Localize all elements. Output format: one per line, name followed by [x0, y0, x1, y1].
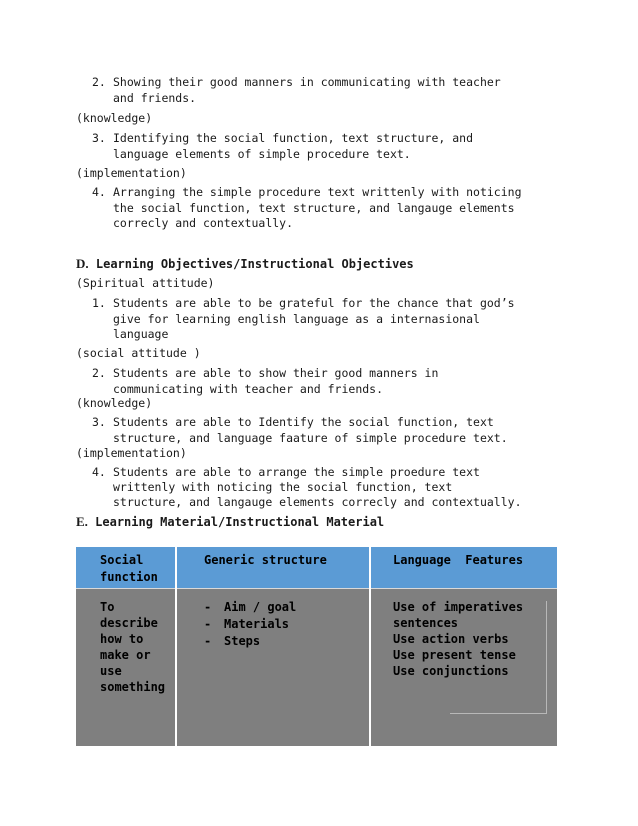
structure-item: Steps — [224, 634, 261, 648]
cell-text-line: describe — [100, 616, 158, 630]
list-text: Students are able to be grateful for the chance that god’s — [113, 296, 515, 310]
category-tag: (implementation) — [76, 446, 187, 460]
header-language-features: Language Features — [393, 553, 524, 567]
list-text: Students are able to arrange the simple proedure text — [113, 465, 480, 479]
cell-text-line: make or — [100, 648, 151, 662]
feature-line: Use of imperatives — [393, 600, 524, 614]
cell-text-line: To — [100, 600, 115, 614]
list-number: 1. — [92, 296, 106, 310]
list-item — [204, 616, 289, 632]
header-social-function-line2: function — [100, 570, 158, 584]
structure-item: Aim / goal — [224, 600, 297, 614]
list-number: 4. — [92, 185, 106, 199]
list-item — [204, 599, 296, 615]
structure-item: Materials — [224, 617, 290, 631]
section-heading-e — [76, 514, 384, 530]
section-heading-d — [76, 256, 414, 272]
dash-bullet: - — [204, 600, 212, 614]
list-text: and friends. — [113, 91, 197, 105]
list-text: Students are able to show their good manners in — [113, 366, 439, 380]
feature-line: Use conjunctions — [393, 664, 509, 678]
list-text: Identifying the social function, text structure, and — [113, 131, 474, 145]
material-table — [76, 547, 557, 746]
header-generic-structure: Generic structure — [204, 553, 327, 567]
category-tag: (knowledge) — [76, 396, 153, 410]
category-tag: (Spiritual attitude) — [76, 276, 215, 290]
list-text: language elements of simple procedure text. — [113, 147, 411, 161]
section-letter: E. — [76, 514, 88, 529]
header-social-function-line1: Social — [100, 553, 144, 567]
list-text: Arranging the simple procedure text writtenly with noticing — [113, 185, 522, 199]
cell-text-line: how to — [100, 632, 144, 646]
dash-bullet: - — [204, 634, 212, 648]
cell-text-line: something — [100, 680, 166, 694]
list-text: Showing their good manners in communicating with teacher — [113, 75, 501, 89]
list-item — [204, 633, 260, 649]
cell-text-line: use — [100, 664, 122, 678]
list-number: 3. — [92, 415, 106, 429]
feature-line: Use action verbs — [393, 632, 509, 646]
list-text: give for learning english language as a internasional — [113, 312, 480, 326]
list-text: the social function, text structure, and langauge elements — [113, 201, 515, 215]
list-text: structure, and language faature of simple procedure text. — [113, 431, 508, 445]
feature-line: sentences — [393, 616, 459, 630]
list-number: 4. — [92, 465, 106, 479]
section-title: Learning Material/Instructional Material — [95, 515, 385, 529]
column-divider — [175, 547, 177, 746]
category-tag: (implementation) — [76, 166, 187, 180]
list-text: Students are able to Identify the social function, text — [113, 415, 494, 429]
category-tag: (social attitude ) — [76, 346, 201, 360]
feature-line: Use present tense — [393, 648, 516, 662]
list-text: language — [113, 327, 169, 341]
list-text: structure, and langauge elements correcly and contextually. — [113, 495, 522, 509]
list-number: 2. — [92, 75, 106, 89]
list-text: correcly and contextually. — [113, 216, 294, 230]
list-number: 2. — [92, 366, 106, 380]
section-letter: D. — [76, 256, 89, 271]
column-divider — [369, 547, 371, 746]
list-text: communicating with teacher and friends. — [113, 382, 384, 396]
section-title: Learning Objectives/Instructional Objectives — [95, 257, 414, 271]
category-tag: (knowledge) — [76, 111, 153, 125]
list-number: 3. — [92, 131, 106, 145]
dash-bullet: - — [204, 617, 212, 631]
list-text: writtenly with noticing the social function, text — [113, 480, 453, 494]
